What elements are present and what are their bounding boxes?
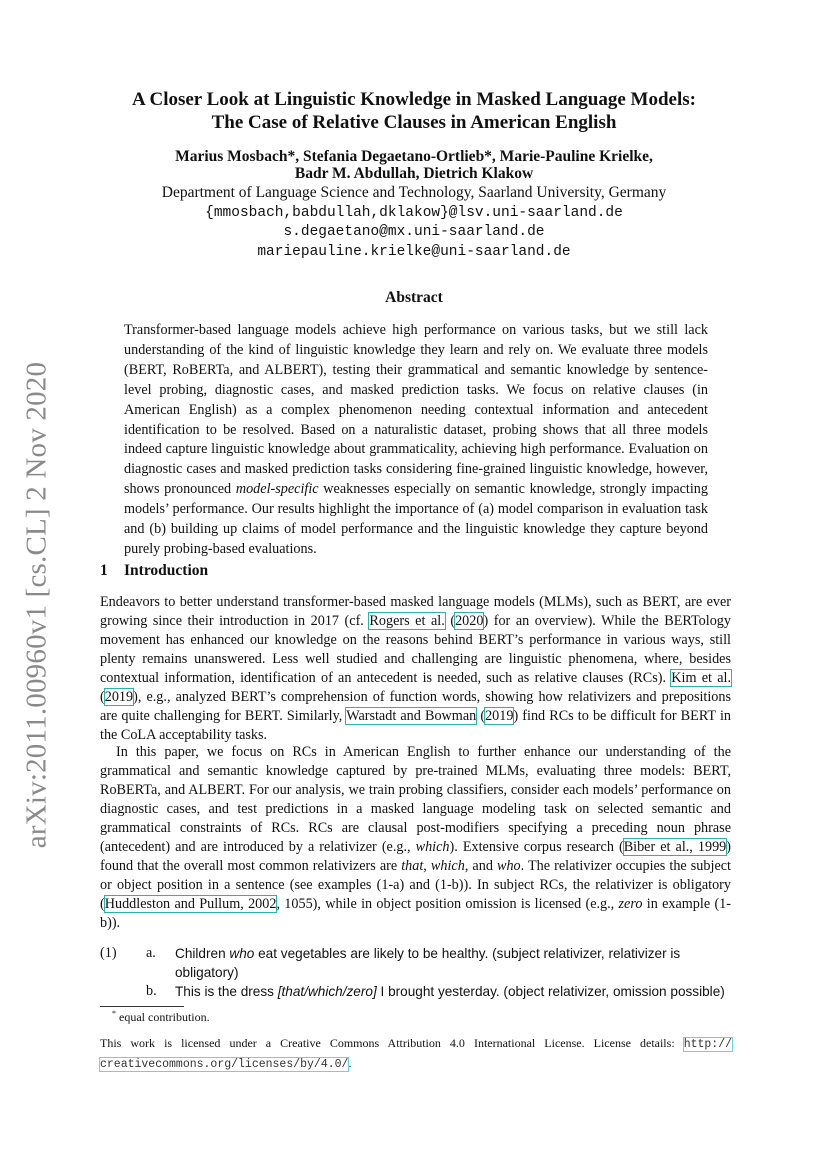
arxiv-sidebar-stamp <box>14 360 60 850</box>
relativizer: who <box>229 946 255 961</box>
emphasis: zero <box>618 896 643 912</box>
footnote-mark: * <box>112 1009 116 1018</box>
text-span: I brought yesterday. (object relativizer, omission possible) <box>376 984 725 999</box>
emphasis: which <box>430 858 465 874</box>
example-text-a <box>175 944 732 982</box>
text-span: ) for an overview). While the BERTology movement has enhanced our knowledge on the reasons behind BERT’s performance in various ways, still plenty remains unanswered. Less well studied and challenging are linguistic phenomena, where, besides contextual information, identification of an antecedent is needed, such as relative clauses (RCs). <box>100 613 731 686</box>
footnote <box>112 1010 210 1025</box>
authors-line-1: Marius Mosbach*, Stefania Degaetano-Ortlieb*, Marie-Pauline Krielke, <box>175 148 653 165</box>
text-span: This is the dress <box>175 984 278 999</box>
text-span: , <box>423 858 431 874</box>
license-end: . <box>348 1056 352 1070</box>
text-span: Endeavors to better understand transformer-based masked language models (MLMs), such as BERT, are ever growing since their introduction in 2017 (cf. <box>100 594 731 629</box>
footnote-text: equal contribution. <box>116 1010 210 1024</box>
section-heading-introduction <box>100 562 208 580</box>
abstract-text <box>124 321 708 560</box>
citation-link-warstadt[interactable]: Warstadt and Bowman <box>346 708 477 724</box>
emphasis: which <box>415 839 450 855</box>
text-span: in example (1-b)). <box>100 896 731 931</box>
text-span: . The relativizer occupies the subject or object position in a sentence (see examples (1-a) and (1-b)). In subject RCs, the relativizer is obligatory ( <box>100 858 731 912</box>
emphasis: that <box>401 858 424 874</box>
abstract-emphasis: model-specific <box>235 481 319 498</box>
footnote-rule <box>100 1006 184 1007</box>
license-text: This work is licensed under a Creative Commons Attribution 4.0 International License. License details: <box>100 1036 684 1050</box>
text-span: ( <box>100 689 105 705</box>
license-url-link-continued[interactable]: creativecommons.org/licenses/by/4.0/ <box>100 1058 349 1071</box>
text-span: ) find RCs to be difficult for BERT in the CoLA acceptability tasks. <box>100 708 731 743</box>
text-span: ( <box>476 708 486 724</box>
citation-link-warstadt-year[interactable]: 2019 <box>485 708 514 724</box>
section-title: Introduction <box>124 562 209 579</box>
citation-link-rogers[interactable]: Rogers et al. <box>369 613 445 629</box>
citation-link-huddleston[interactable]: Huddleston and Pullum, 2002 <box>104 896 277 912</box>
paper-title-line-2: The Case of Relative Clauses in American English <box>211 112 617 133</box>
authors-line-2: Badr M. Abdullah, Dietrich Klakow <box>294 165 534 182</box>
citation-link-biber[interactable]: Biber et al., 1999 <box>623 839 727 855</box>
text-span: , 1055), while in object position omission is licensed (e.g., <box>276 896 619 912</box>
citation-link-kim-year[interactable]: 2019 <box>104 689 134 705</box>
text-span: ( <box>444 613 456 629</box>
example-number: (1) <box>100 945 117 961</box>
paper-title-line-1: A Closer Look at Linguistic Knowledge in Masked Language Models: <box>132 89 696 110</box>
example-label-a: a. <box>146 945 156 961</box>
license-url-link[interactable]: http:// <box>683 1038 732 1051</box>
text-span: Children <box>175 946 230 961</box>
citation-link-rogers-year[interactable]: 2020 <box>455 613 484 629</box>
arxiv-id: arXiv:2011.00960v1 [cs.CL] 2 Nov 2020 <box>20 361 53 849</box>
text-span: In this paper, we focus on RCs in American English to further enhance our understanding of the grammatical and semantic knowledge captured by pre-trained MLMs, evaluating three models: BERT, RoBERTa, and ALBERT. For our analysis, we train probing classifiers, consider each models’ performance on diagnostic cases, and test predictions in a masked language modeling task on selected semantic and grammatical constraints of RCs. RCs are clausal post-modifiers specifying a preceding noun phrase (antecedent) and are introduced by a relativizer (e.g., <box>100 744 731 855</box>
abstract-heading: Abstract <box>385 289 443 306</box>
abstract-part-b: weaknesses especially on semantic knowledge, strongly impacting models’ performance. Our results highlight the importance of (a) model comparison in evaluation task and (b) building up claims of model performance and the linguistic knowledge they capture beyond purely probing-based evaluations. <box>124 481 708 557</box>
section-number: 1 <box>100 562 108 579</box>
text-span: ), e.g., analyzed BERT’s comprehension of function words, showing how relativizers and prepositions are quite challenging for BERT. Similarly, <box>100 689 731 724</box>
email-line-1: {mmosbach,babdullah,dklakow}@lsv.uni-saarland.de <box>205 205 623 221</box>
text-span: eat vegetables are likely to be healthy. (subject relativizer, relativizer is obligatory) <box>175 946 681 980</box>
relativizer: [that/which/zero] <box>277 984 377 999</box>
example-text-b <box>175 982 732 1001</box>
text-span: , and <box>464 858 497 874</box>
intro-paragraph-1 <box>100 593 731 745</box>
abstract-part-a: Transformer-based language models achieve high performance on various tasks, but we still lack understanding of the kind of linguistic knowledge they learn and rely on. We evaluate three models (BERT, RoBERTa, and ALBERT), testing their grammatical and semantic knowledge by sentence-level probing, diagnostic cases, and masked prediction tasks. We focus on relative clauses (in American English) as a complex phenomenon needing contextual information and antecedent identification to be resolved. Based on a naturalistic dataset, probing shows that all three models indeed capture linguistic knowledge about grammaticality, achieving high performance. Evaluation on diagnostic cases and masked prediction tasks considering fine-grained linguistic knowledge, however, shows pronounced <box>124 322 708 498</box>
email-line-3: mariepauline.krielke@uni-saarland.de <box>257 244 571 260</box>
text-span: ). Extensive corpus research ( <box>449 839 624 855</box>
intro-paragraph-2 <box>100 743 731 933</box>
emphasis: who <box>496 858 521 874</box>
affiliation: Department of Language Science and Technology, Saarland University, Germany <box>161 184 667 201</box>
citation-link-kim[interactable]: Kim et al. <box>671 670 732 686</box>
email-line-2: s.degaetano@mx.uni-saarland.de <box>283 224 545 240</box>
example-label-b: b. <box>146 983 157 999</box>
license-note <box>100 1034 732 1074</box>
text-span: ) found that the overall most common relativizers are <box>100 839 732 874</box>
